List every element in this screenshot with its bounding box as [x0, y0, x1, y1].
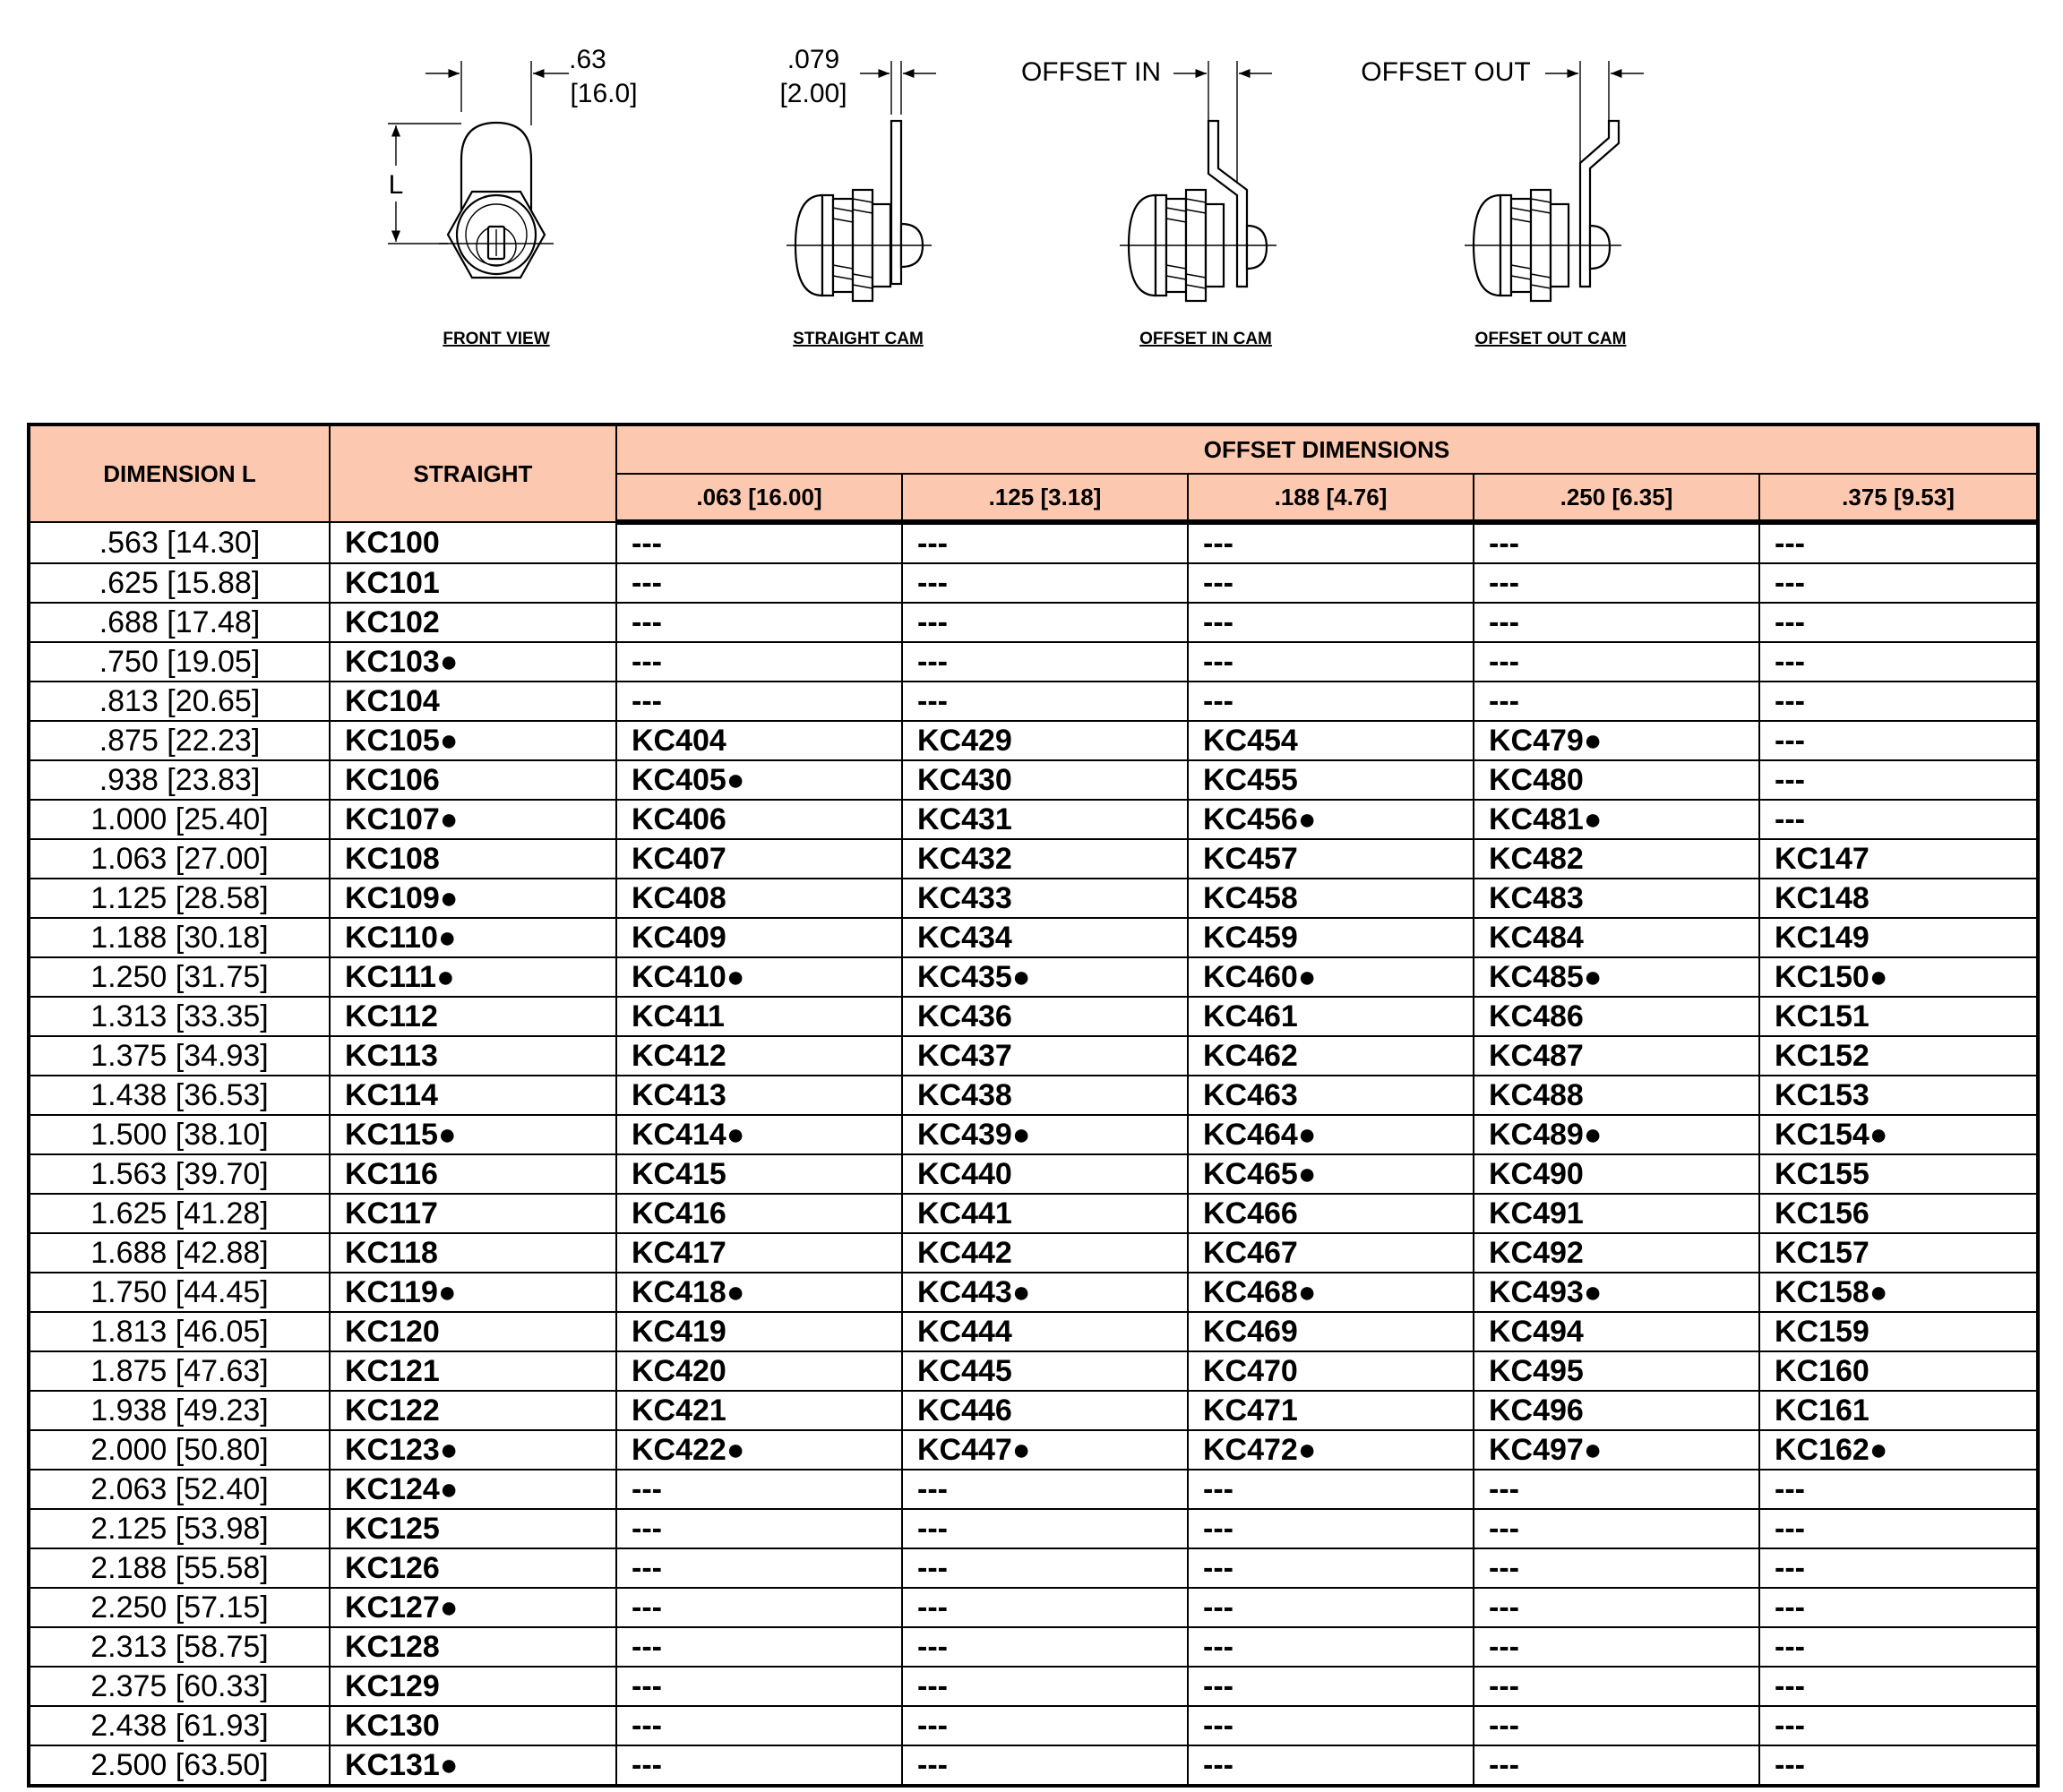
offset-part-cell: ---	[1474, 563, 1759, 603]
offset-part-cell: KC445	[902, 1351, 1188, 1391]
dimension-cell: 2.250 [57.15]	[29, 1588, 330, 1627]
straight-part-cell: KC129	[330, 1667, 616, 1706]
offset-part-cell: KC155	[1759, 1154, 2038, 1194]
offset-part-cell: KC485●	[1474, 957, 1759, 997]
offset-part-cell: ---	[902, 1667, 1188, 1706]
offset-part-cell: ---	[1759, 1745, 2038, 1786]
table-row	[29, 1509, 2038, 1548]
offset-part-cell: KC408	[616, 879, 902, 918]
offset-part-cell: ---	[1474, 1509, 1759, 1548]
offset-part-cell: KC404	[616, 721, 902, 760]
table-row	[29, 721, 2038, 760]
dimension-cell: 2.500 [63.50]	[29, 1745, 330, 1786]
straight-part-cell: KC118	[330, 1233, 616, 1273]
dimension-cell: 2.438 [61.93]	[29, 1706, 330, 1745]
straight-part-cell: KC112	[330, 997, 616, 1036]
table-row	[29, 1627, 2038, 1667]
offset-part-cell: ---	[1759, 1548, 2038, 1588]
straight-part-cell: KC131●	[330, 1745, 616, 1786]
offset-part-cell: ---	[1759, 603, 2038, 642]
offset-part-cell: KC488	[1474, 1076, 1759, 1115]
offset-part-cell: KC460●	[1188, 957, 1474, 997]
offset-part-cell: KC418●	[616, 1273, 902, 1312]
offset-part-cell: KC156	[1759, 1194, 2038, 1233]
offset-part-cell: ---	[616, 1667, 902, 1706]
offset-part-cell: ---	[1474, 642, 1759, 682]
table-row	[29, 1312, 2038, 1351]
straight-part-cell: KC117	[330, 1194, 616, 1233]
offset-part-cell: KC462	[1188, 1036, 1474, 1076]
straight-part-cell: KC123●	[330, 1430, 616, 1470]
dimension-cell: 1.125 [28.58]	[29, 879, 330, 918]
offset-out-cam-drawing	[1361, 57, 1644, 348]
offset-part-cell: KC436	[902, 997, 1188, 1036]
offset-part-cell: ---	[1188, 522, 1474, 563]
offset-part-cell: KC416	[616, 1194, 902, 1233]
offset-part-cell: KC437	[902, 1036, 1188, 1076]
straight-part-cell: KC116	[330, 1154, 616, 1194]
offset-part-cell: ---	[1759, 1706, 2038, 1745]
offset-part-cell: ---	[1474, 1745, 1759, 1786]
offset-part-cell: KC147	[1759, 839, 2038, 879]
straight-cam-caption: STRAIGHT CAM	[793, 330, 924, 348]
offset-part-cell: ---	[1188, 563, 1474, 603]
offset-part-cell: KC441	[902, 1194, 1188, 1233]
offset-part-cell: ---	[1188, 1627, 1474, 1667]
table-row	[29, 1115, 2038, 1154]
table-row	[29, 563, 2038, 603]
offset-part-cell: ---	[1188, 1745, 1474, 1786]
offset-part-cell: KC420	[616, 1351, 902, 1391]
dimension-cell: 1.688 [42.88]	[29, 1233, 330, 1273]
straight-part-cell: KC122	[330, 1391, 616, 1430]
offset-part-cell: KC469	[1188, 1312, 1474, 1351]
offset-part-cell: ---	[616, 522, 902, 563]
offset-part-cell: KC419	[616, 1312, 902, 1351]
table-row	[29, 1273, 2038, 1312]
table-row	[29, 1194, 2038, 1233]
offset-part-cell: KC464●	[1188, 1115, 1474, 1154]
offset-part-cell: ---	[902, 642, 1188, 682]
offset-part-cell: ---	[1759, 721, 2038, 760]
offset-part-cell: KC159	[1759, 1312, 2038, 1351]
straight-part-cell: KC103●	[330, 642, 616, 682]
dimension-cell: .813 [20.65]	[29, 682, 330, 721]
straight-part-cell: KC108	[330, 839, 616, 879]
offset-part-cell: KC455	[1188, 760, 1474, 800]
dimension-cell: 2.063 [52.40]	[29, 1470, 330, 1509]
offset-part-cell: KC466	[1188, 1194, 1474, 1233]
straight-part-cell: KC126	[330, 1548, 616, 1588]
offset-part-cell: KC152	[1759, 1036, 2038, 1076]
offset-part-cell: KC496	[1474, 1391, 1759, 1430]
offset-part-cell: ---	[1188, 1706, 1474, 1745]
offset-part-cell: KC447●	[902, 1430, 1188, 1470]
straight-part-cell: KC119●	[330, 1273, 616, 1312]
table-row	[29, 1351, 2038, 1391]
dimension-cell: 1.188 [30.18]	[29, 918, 330, 957]
offset-part-cell: KC409	[616, 918, 902, 957]
dimension-cell: 1.813 [46.05]	[29, 1312, 330, 1351]
offset-part-cell: ---	[1759, 1667, 2038, 1706]
offset-part-cell: KC162●	[1759, 1430, 2038, 1470]
offset-part-cell: KC429	[902, 721, 1188, 760]
offset-col-header: .063 [16.00]	[616, 474, 902, 522]
straight-part-cell: KC111●	[330, 957, 616, 997]
offset-part-cell: ---	[1759, 682, 2038, 721]
table-row	[29, 957, 2038, 997]
offset-part-cell: ---	[1474, 603, 1759, 642]
offset-part-cell: ---	[1759, 522, 2038, 563]
offset-part-cell: KC483	[1474, 879, 1759, 918]
offset-part-cell: KC432	[902, 839, 1188, 879]
offset-part-cell: KC456●	[1188, 800, 1474, 839]
offset-part-cell: ---	[616, 1706, 902, 1745]
offset-part-cell: KC151	[1759, 997, 2038, 1036]
straight-part-cell: KC110●	[330, 918, 616, 957]
offset-col-header: .188 [4.76]	[1188, 474, 1474, 522]
offset-part-cell: KC414●	[616, 1115, 902, 1154]
offset-part-cell: KC479●	[1474, 721, 1759, 760]
dimension-cell: .688 [17.48]	[29, 603, 330, 642]
front-width-dim: .63	[569, 45, 606, 74]
dimension-cell: 1.563 [39.70]	[29, 1154, 330, 1194]
offset-part-cell: KC421	[616, 1391, 902, 1430]
dimension-cell: .563 [14.30]	[29, 522, 330, 563]
straight-part-cell: KC121	[330, 1351, 616, 1391]
offset-part-cell: KC490	[1474, 1154, 1759, 1194]
dimension-l-header: DIMENSION L	[29, 424, 330, 522]
offset-part-cell: KC489●	[1474, 1115, 1759, 1154]
offset-part-cell: ---	[616, 682, 902, 721]
offset-part-cell: ---	[616, 1509, 902, 1548]
dimension-cell: 1.313 [33.35]	[29, 997, 330, 1036]
dimension-cell: 2.000 [50.80]	[29, 1430, 330, 1470]
offset-part-cell: ---	[1759, 1470, 2038, 1509]
offset-part-cell: KC486	[1474, 997, 1759, 1036]
offset-part-cell: ---	[616, 1745, 902, 1786]
straight-part-cell: KC107●	[330, 800, 616, 839]
offset-part-cell: KC153	[1759, 1076, 2038, 1115]
dimension-cell: .750 [19.05]	[29, 642, 330, 682]
offset-part-cell: KC161	[1759, 1391, 2038, 1430]
offset-part-cell: ---	[1188, 603, 1474, 642]
straight-part-cell: KC113	[330, 1036, 616, 1076]
offset-part-cell: KC440	[902, 1154, 1188, 1194]
offset-part-cell: KC471	[1188, 1391, 1474, 1430]
offset-part-cell: ---	[902, 1627, 1188, 1667]
length-label: L	[388, 170, 404, 200]
offset-part-cell: ---	[1474, 682, 1759, 721]
offset-col-header: .125 [3.18]	[902, 474, 1188, 522]
offset-part-cell: ---	[616, 1588, 902, 1627]
offset-part-cell: KC422●	[616, 1430, 902, 1470]
offset-part-cell: KC487	[1474, 1036, 1759, 1076]
offset-part-cell: ---	[1188, 1548, 1474, 1588]
dimension-cell: 1.500 [38.10]	[29, 1115, 330, 1154]
front-view-caption: FRONT VIEW	[443, 330, 550, 348]
table-row	[29, 1745, 2038, 1786]
offset-part-cell: KC481●	[1474, 800, 1759, 839]
offset-part-cell: KC410●	[616, 957, 902, 997]
offset-part-cell: KC444	[902, 1312, 1188, 1351]
front-view-drawing	[388, 45, 638, 348]
offset-part-cell: KC415	[616, 1154, 902, 1194]
straight-thickness-dim: .079	[787, 45, 840, 74]
straight-part-cell: KC128	[330, 1627, 616, 1667]
cam-lock-drawings	[0, 0, 2063, 394]
table-row	[29, 1706, 2038, 1745]
offset-part-cell: KC443●	[902, 1273, 1188, 1312]
straight-part-cell: KC105●	[330, 721, 616, 760]
offset-part-cell: ---	[616, 1470, 902, 1509]
offset-part-cell: ---	[616, 563, 902, 603]
offset-part-cell: KC459	[1188, 918, 1474, 957]
table-row	[29, 682, 2038, 721]
table-row	[29, 1470, 2038, 1509]
table-row	[29, 1036, 2038, 1076]
offset-part-cell: KC406	[616, 800, 902, 839]
offset-part-cell: KC472●	[1188, 1430, 1474, 1470]
offset-part-cell: ---	[1188, 1509, 1474, 1548]
offset-out-cam-caption: OFFSET OUT CAM	[1474, 330, 1627, 348]
offset-part-cell: KC454	[1188, 721, 1474, 760]
table-row	[29, 603, 2038, 642]
dimension-cell: 1.375 [34.93]	[29, 1036, 330, 1076]
offset-part-cell: ---	[1474, 1588, 1759, 1627]
table-row	[29, 800, 2038, 839]
offset-part-cell: KC157	[1759, 1233, 2038, 1273]
offset-part-cell: ---	[902, 1745, 1188, 1786]
offset-part-cell: ---	[902, 1548, 1188, 1588]
offset-part-cell: ---	[1759, 1509, 2038, 1548]
offset-part-cell: KC413	[616, 1076, 902, 1115]
straight-part-cell: KC101	[330, 563, 616, 603]
table-row	[29, 918, 2038, 957]
offset-part-cell: KC491	[1474, 1194, 1759, 1233]
offset-part-cell: KC467	[1188, 1233, 1474, 1273]
table-row	[29, 642, 2038, 682]
table-row	[29, 839, 2038, 879]
offset-part-cell: ---	[1474, 1548, 1759, 1588]
dimension-cell: 1.875 [47.63]	[29, 1351, 330, 1391]
straight-part-cell: KC100	[330, 522, 616, 563]
dimension-cell: 1.250 [31.75]	[29, 957, 330, 997]
offset-part-cell: KC463	[1188, 1076, 1474, 1115]
offset-part-cell: KC431	[902, 800, 1188, 839]
offset-in-label: OFFSET IN	[1020, 57, 1162, 87]
table-row	[29, 1233, 2038, 1273]
offset-part-cell: KC470	[1188, 1351, 1474, 1391]
straight-part-cell: KC124●	[330, 1470, 616, 1509]
straight-part-cell: KC104	[330, 682, 616, 721]
offset-part-cell: KC407	[616, 839, 902, 879]
offset-part-cell: KC433	[902, 879, 1188, 918]
offset-part-cell: ---	[902, 1509, 1188, 1548]
offset-out-label: OFFSET OUT	[1361, 57, 1531, 87]
offset-dimensions-header: OFFSET DIMENSIONS	[616, 424, 2038, 474]
offset-part-cell: KC430	[902, 760, 1188, 800]
straight-part-cell: KC130	[330, 1706, 616, 1745]
table-header	[29, 424, 2038, 522]
offset-part-cell: ---	[902, 1588, 1188, 1627]
offset-part-cell: ---	[616, 642, 902, 682]
offset-part-cell: KC442	[902, 1233, 1188, 1273]
offset-part-cell: ---	[616, 1627, 902, 1667]
offset-part-cell: KC150●	[1759, 957, 2038, 997]
straight-part-cell: KC114	[330, 1076, 616, 1115]
offset-part-cell: ---	[902, 522, 1188, 563]
straight-part-cell: KC115●	[330, 1115, 616, 1154]
table-body	[29, 522, 2038, 1786]
offset-part-cell: ---	[1474, 1667, 1759, 1706]
dimension-cell: 1.000 [25.40]	[29, 800, 330, 839]
offset-part-cell: KC468●	[1188, 1273, 1474, 1312]
offset-part-cell: ---	[1474, 1627, 1759, 1667]
offset-part-cell: KC148	[1759, 879, 2038, 918]
offset-part-cell: KC457	[1188, 839, 1474, 879]
offset-part-cell: ---	[1188, 1470, 1474, 1509]
dimension-cell: 2.375 [60.33]	[29, 1667, 330, 1706]
straight-part-cell: KC102	[330, 603, 616, 642]
straight-part-cell: KC120	[330, 1312, 616, 1351]
table-row	[29, 1154, 2038, 1194]
dimension-cell: 2.125 [53.98]	[29, 1509, 330, 1548]
offset-part-cell: KC461	[1188, 997, 1474, 1036]
offset-part-cell: KC492	[1474, 1233, 1759, 1273]
straight-header: STRAIGHT	[330, 424, 616, 522]
offset-part-cell: KC465●	[1188, 1154, 1474, 1194]
straight-part-cell: KC109●	[330, 879, 616, 918]
table-row	[29, 879, 2038, 918]
offset-part-cell: ---	[902, 603, 1188, 642]
offset-part-cell: ---	[1188, 642, 1474, 682]
offset-part-cell: ---	[902, 1706, 1188, 1745]
table-row	[29, 997, 2038, 1036]
offset-part-cell: KC458	[1188, 879, 1474, 918]
offset-part-cell: ---	[1759, 642, 2038, 682]
offset-part-cell: ---	[616, 1548, 902, 1588]
dimension-cell: 1.750 [44.45]	[29, 1273, 330, 1312]
offset-part-cell: KC497●	[1474, 1430, 1759, 1470]
offset-part-cell: ---	[1188, 1588, 1474, 1627]
offset-part-cell: ---	[1188, 1667, 1474, 1706]
offset-part-cell: KC158●	[1759, 1273, 2038, 1312]
dimension-cell: 1.063 [27.00]	[29, 839, 330, 879]
dimension-cell: .875 [22.23]	[29, 721, 330, 760]
offset-part-cell: ---	[902, 1470, 1188, 1509]
offset-part-cell: KC435●	[902, 957, 1188, 997]
part-number-table	[27, 423, 2040, 1788]
offset-part-cell: KC405●	[616, 760, 902, 800]
table-row	[29, 760, 2038, 800]
offset-part-cell: ---	[1759, 1588, 2038, 1627]
offset-col-header: .375 [9.53]	[1759, 474, 2038, 522]
offset-part-cell: ---	[1474, 522, 1759, 563]
table-row	[29, 1076, 2038, 1115]
offset-part-cell: KC160	[1759, 1351, 2038, 1391]
offset-part-cell: KC154●	[1759, 1115, 2038, 1154]
offset-part-cell: ---	[1188, 682, 1474, 721]
offset-part-cell: KC494	[1474, 1312, 1759, 1351]
offset-part-cell: KC446	[902, 1391, 1188, 1430]
offset-part-cell: KC434	[902, 918, 1188, 957]
dimension-cell: 2.188 [55.58]	[29, 1548, 330, 1588]
offset-in-cam-drawing	[1021, 57, 1276, 348]
table-row	[29, 1391, 2038, 1430]
straight-cam-drawing	[779, 45, 936, 348]
straight-part-cell: KC125	[330, 1509, 616, 1548]
table-row	[29, 1548, 2038, 1588]
offset-part-cell: KC482	[1474, 839, 1759, 879]
dimension-cell: 1.438 [36.53]	[29, 1076, 330, 1115]
offset-part-cell: ---	[1759, 760, 2038, 800]
offset-part-cell: ---	[1759, 1627, 2038, 1667]
offset-part-cell: KC480	[1474, 760, 1759, 800]
straight-part-cell: KC127●	[330, 1588, 616, 1627]
offset-part-cell: KC149	[1759, 918, 2038, 957]
offset-part-cell: ---	[1759, 563, 2038, 603]
offset-part-cell: ---	[616, 603, 902, 642]
dimension-cell: 1.938 [49.23]	[29, 1391, 330, 1430]
dimension-cell: 1.625 [41.28]	[29, 1194, 330, 1233]
table-row	[29, 522, 2038, 563]
dimension-cell: .625 [15.88]	[29, 563, 330, 603]
offset-part-cell: KC411	[616, 997, 902, 1036]
dimension-cell: .938 [23.83]	[29, 760, 330, 800]
offset-part-cell: ---	[902, 682, 1188, 721]
front-width-dim-mm: [16.0]	[570, 79, 638, 108]
offset-part-cell: KC493●	[1474, 1273, 1759, 1312]
table-row	[29, 1430, 2038, 1470]
offset-part-cell: ---	[1474, 1470, 1759, 1509]
offset-part-cell: KC438	[902, 1076, 1188, 1115]
offset-part-cell: ---	[902, 563, 1188, 603]
offset-part-cell: KC495	[1474, 1351, 1759, 1391]
dimension-cell: 2.313 [58.75]	[29, 1627, 330, 1667]
offset-part-cell: KC417	[616, 1233, 902, 1273]
offset-part-cell: ---	[1759, 800, 2038, 839]
offset-part-cell: KC412	[616, 1036, 902, 1076]
table-row	[29, 1588, 2038, 1627]
offset-part-cell: KC484	[1474, 918, 1759, 957]
offset-in-cam-caption: OFFSET IN CAM	[1139, 330, 1272, 348]
straight-thickness-dim-mm: [2.00]	[779, 79, 847, 108]
offset-col-header: .250 [6.35]	[1474, 474, 1759, 522]
straight-part-cell: KC106	[330, 760, 616, 800]
offset-part-cell: KC439●	[902, 1115, 1188, 1154]
table-row	[29, 1667, 2038, 1706]
offset-part-cell: ---	[1474, 1706, 1759, 1745]
